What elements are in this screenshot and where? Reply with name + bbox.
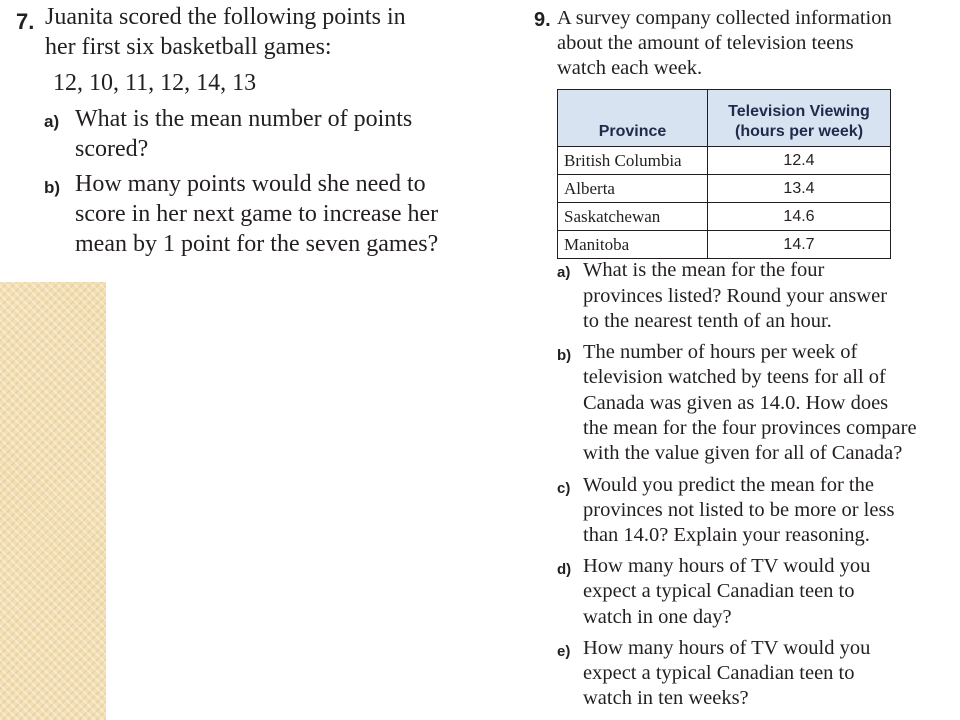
hours-cell: 14.7 bbox=[708, 231, 891, 259]
problem-7-part-b-text: How many points would she need to bbox=[75, 171, 426, 197]
table-header-units-line: (hours per week) bbox=[734, 123, 864, 140]
problem-9-number: 9. bbox=[534, 9, 551, 31]
table-header-row bbox=[558, 90, 891, 147]
problem-9-part-a-text: to the nearest tenth of an hour. bbox=[583, 310, 832, 332]
problem-9-part-d-text: watch in one day? bbox=[583, 606, 732, 628]
decorative-side-strip bbox=[0, 282, 106, 720]
problem-9-part-a-text: What is the mean for the four bbox=[583, 259, 825, 281]
table-row bbox=[558, 147, 891, 175]
problem-9-intro-line: watch each week. bbox=[557, 57, 703, 79]
table-header-province: Province bbox=[558, 90, 708, 147]
problem-9-part-a-text: provinces listed? Round your answer bbox=[583, 285, 888, 307]
problem-7-scores: 12, 10, 11, 12, 14, 13 bbox=[53, 70, 257, 96]
tv-viewing-table bbox=[557, 89, 891, 259]
problem-9-part-e-text: watch in ten weeks? bbox=[583, 687, 749, 709]
problem-9-part-c-text: than 14.0? Explain your reasoning. bbox=[583, 524, 870, 546]
problem-9-part-c-text: Would you predict the mean for the bbox=[583, 474, 874, 496]
hours-cell: 12.4 bbox=[708, 147, 891, 175]
problem-9-part-b-text: The number of hours per week of bbox=[583, 341, 858, 363]
province-cell: British Columbia bbox=[558, 147, 708, 175]
problem-9-part-d-label: d) bbox=[557, 561, 572, 578]
problem-7-part-a-label: a) bbox=[44, 112, 60, 131]
problem-9-intro-line: A survey company collected information bbox=[557, 7, 892, 29]
problem-9-part-b-label: b) bbox=[557, 347, 572, 364]
problem-9-part-e-text: How many hours of TV would you bbox=[583, 637, 871, 659]
problem-7-number: 7. bbox=[16, 9, 35, 34]
problem-9-part-b-text: television watched by teens for all of bbox=[583, 366, 886, 388]
problem-9-part-c-text: provinces not listed to be more or less bbox=[583, 499, 895, 521]
problem-7-part-b-text: mean by 1 point for the seven games? bbox=[75, 231, 439, 257]
problem-7-part-a-text: scored? bbox=[75, 136, 149, 162]
problem-9-part-b-text: Canada was given as 14.0. How does bbox=[583, 392, 889, 414]
problem-7-intro-line: Juanita scored the following points in bbox=[45, 4, 406, 30]
table-row bbox=[558, 175, 891, 203]
province-cell: Alberta bbox=[558, 175, 708, 203]
problem-9-part-a-label: a) bbox=[557, 264, 571, 281]
table-header-viewing bbox=[708, 90, 891, 147]
problem-9-part-b-text: with the value given for all of Canada? bbox=[583, 442, 903, 464]
problem-9-part-e-text: expect a typical Canadian teen to bbox=[583, 662, 855, 684]
problem-7-part-a-text: What is the mean number of points bbox=[75, 106, 413, 132]
hours-cell: 14.6 bbox=[708, 203, 891, 231]
problem-9-part-e-label: e) bbox=[557, 643, 571, 660]
hours-cell: 13.4 bbox=[708, 175, 891, 203]
problem-7-part-b-text: score in her next game to increase her bbox=[75, 201, 439, 227]
table-row bbox=[558, 231, 891, 259]
province-cell: Saskatchewan bbox=[558, 203, 708, 231]
problem-9-part-c-label: c) bbox=[557, 480, 571, 497]
problem-9-part-d-text: expect a typical Canadian teen to bbox=[583, 580, 855, 602]
problem-9-part-b-text: the mean for the four provinces compare bbox=[583, 417, 917, 439]
problem-7-intro-line: her first six basketball games: bbox=[45, 34, 332, 60]
province-cell: Manitoba bbox=[558, 231, 708, 259]
table-header-viewing-line: Television Viewing bbox=[728, 103, 870, 120]
problem-9-intro-line: about the amount of television teens bbox=[557, 32, 854, 54]
table-row bbox=[558, 203, 891, 231]
problem-7-part-b-label: b) bbox=[44, 178, 61, 197]
problem-9-part-d-text: How many hours of TV would you bbox=[583, 555, 871, 577]
